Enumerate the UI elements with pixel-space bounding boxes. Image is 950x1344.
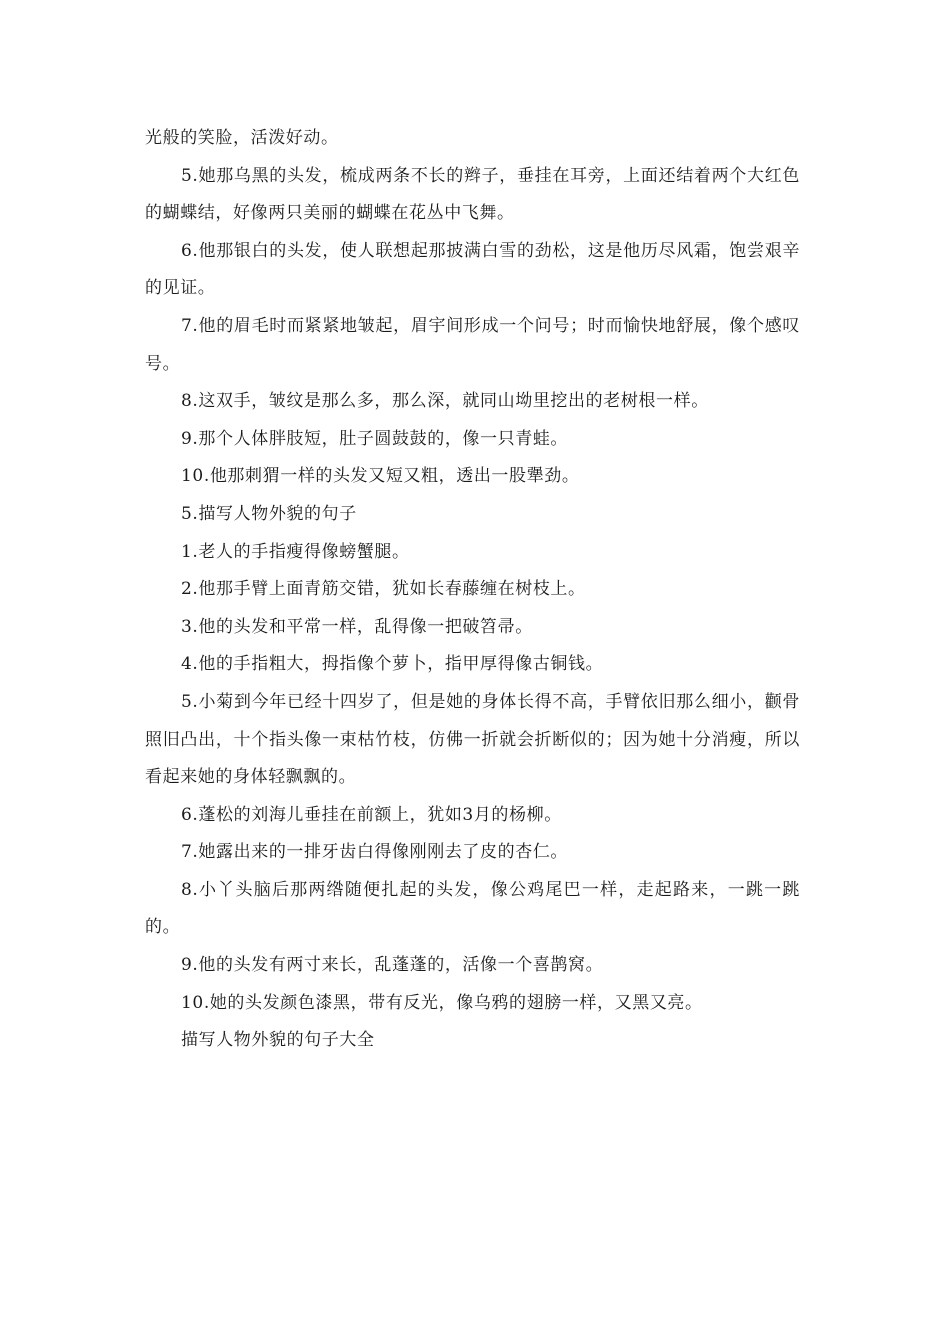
paragraph: 6.蓬松的刘海儿垂挂在前额上，犹如3月的杨柳。 [181, 804, 562, 825]
paragraph: 7.他的眉毛时而紧紧地皱起，眉宇间形成一个问号；时而愉快地舒展，像个感叹号。 [145, 315, 800, 374]
document-body [145, 120, 800, 1060]
paragraph: 1.老人的手指瘦得像螃蟹腿。 [181, 541, 410, 562]
section-heading: 5.描写人物外貌的句子 [181, 503, 357, 524]
paragraph: 6.他那银白的头发，使人联想起那披满白雪的劲松，这是他历尽风霜，饱尝艰辛的见证。 [145, 240, 800, 299]
paragraph: 5.小菊到今年已经十四岁了，但是她的身体长得不高，手臂依旧那么细小，颧骨照旧凸出，十个指头像一束枯竹枝，仿佛一折就会折断似的；因为她十分消瘦，所以看起来她的身体轻飘飘的。 [145, 691, 800, 788]
paragraph: 7.她露出来的一排牙齿白得像刚刚去了皮的杏仁。 [181, 842, 569, 863]
paragraph: 光般的笑脸，活泼好动。 [145, 128, 339, 148]
paragraph: 4.他的手指粗大，拇指像个萝卜，指甲厚得像古铜钱。 [181, 654, 604, 675]
closing-title: 描写人物外貌的句子大全 [181, 1030, 375, 1051]
paragraph: 8.小丫头脑后那两绺随便扎起的头发，像公鸡尾巴一样，走起路来，一跳一跳的。 [145, 879, 800, 938]
paragraph: 9.他的头发有两寸来长，乱蓬蓬的，活像一个喜鹊窝。 [181, 955, 604, 976]
paragraph: 5.她那乌黑的头发，梳成两条不长的辫子，垂挂在耳旁，上面还结着两个大红色的蝴蝶结，好像两只美丽的蝴蝶在花丛中飞舞。 [145, 165, 800, 224]
paragraph: 9.那个人体胖肢短，肚子圆鼓鼓的，像一只青蛙。 [181, 428, 569, 449]
paragraph: 2.他那手臂上面青筋交错，犹如长春藤缠在树枝上。 [181, 579, 586, 600]
paragraph: 10.她的头发颜色漆黑，带有反光，像乌鸦的翅膀一样，又黑又亮。 [181, 992, 703, 1013]
paragraph: 3.他的头发和平常一样，乱得像一把破笤帚。 [181, 616, 533, 637]
paragraph: 8.这双手，皱纹是那么多，那么深，就同山坳里挖出的老树根一样。 [181, 391, 709, 412]
paragraph: 10.他那刺猬一样的头发又短又粗，透出一股犟劲。 [181, 466, 580, 487]
